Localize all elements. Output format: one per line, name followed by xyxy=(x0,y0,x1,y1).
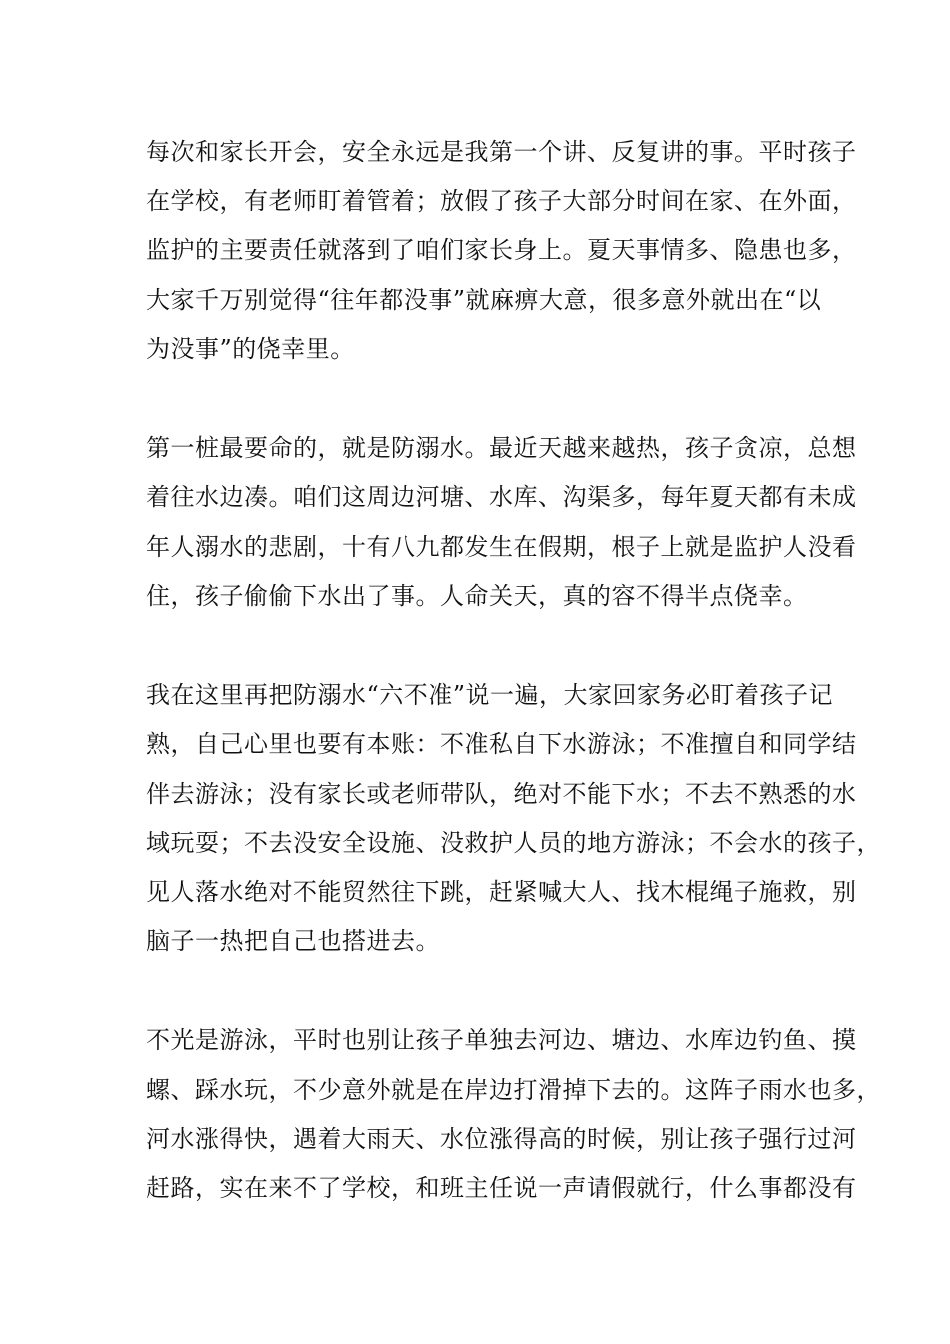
paragraph-4-line-3: 河水涨得快，遇着大雨天、水位涨得高的时候，别让孩子强行过河 xyxy=(146,1125,857,1153)
paragraph-4-line-1: 不光是游泳，平时也别让孩子单独去河边、塘边、水库边钓鱼、摸 xyxy=(146,1026,857,1054)
paragraph-1-line-3: 监护的主要责任就落到了咱们家长身上。夏天事情多、隐患也多， xyxy=(146,236,857,264)
paragraph-1-line-1: 每次和家长开会，安全永远是我第一个讲、反复讲的事。平时孩子 xyxy=(146,138,857,166)
paragraph-3-line-2: 熟，自己心里也要有本账：不准私自下水游泳；不准擅自和同学结 xyxy=(146,730,857,758)
paragraph-2-line-4: 住，孩子偷偷下水出了事。人命关天，真的容不得半点侥幸。 xyxy=(146,582,808,610)
paragraph-2-line-1: 第一桩最要命的，就是防溺水。最近天越来越热，孩子贪凉，总想 xyxy=(146,434,857,462)
paragraph-3-line-6: 脑子一热把自己也搭进去。 xyxy=(146,927,440,955)
paragraph-1-line-4: 大家千万别觉得“往年都没事”就麻痹大意，很多意外就出在“以 xyxy=(146,286,822,314)
paragraph-1-line-2: 在学校，有老师盯着管着；放假了孩子大部分时间在家、在外面， xyxy=(146,187,857,215)
paragraph-3-line-3: 伴去游泳；没有家长或老师带队，绝对不能下水；不去不熟悉的水 xyxy=(146,780,857,808)
paragraph-4-line-2: 螺、踩水玩，不少意外就是在岸边打滑掉下去的。这阵子雨水也多， xyxy=(146,1076,881,1104)
paragraph-3-line-5: 见人落水绝对不能贸然往下跳，赶紧喊大人、找木棍绳子施救，别 xyxy=(146,878,857,906)
paragraph-1-line-5: 为没事”的侥幸里。 xyxy=(146,335,355,363)
paragraph-3-line-1: 我在这里再把防溺水“六不准”说一遍，大家回家务必盯着孩子记 xyxy=(146,681,834,709)
paragraph-2-line-2: 着往水边凑。咱们这周边河塘、水库、沟渠多，每年夏天都有未成 xyxy=(146,483,857,511)
paragraph-2-line-3: 年人溺水的悲剧，十有八九都发生在假期，根子上就是监护人没看 xyxy=(146,533,857,561)
paragraph-3-line-4: 域玩耍；不去没安全设施、没救护人员的地方游泳；不会水的孩子， xyxy=(146,829,881,857)
paragraph-4-line-4: 赶路，实在来不了学校，和班主任说一声请假就行，什么事都没有 xyxy=(146,1174,857,1202)
